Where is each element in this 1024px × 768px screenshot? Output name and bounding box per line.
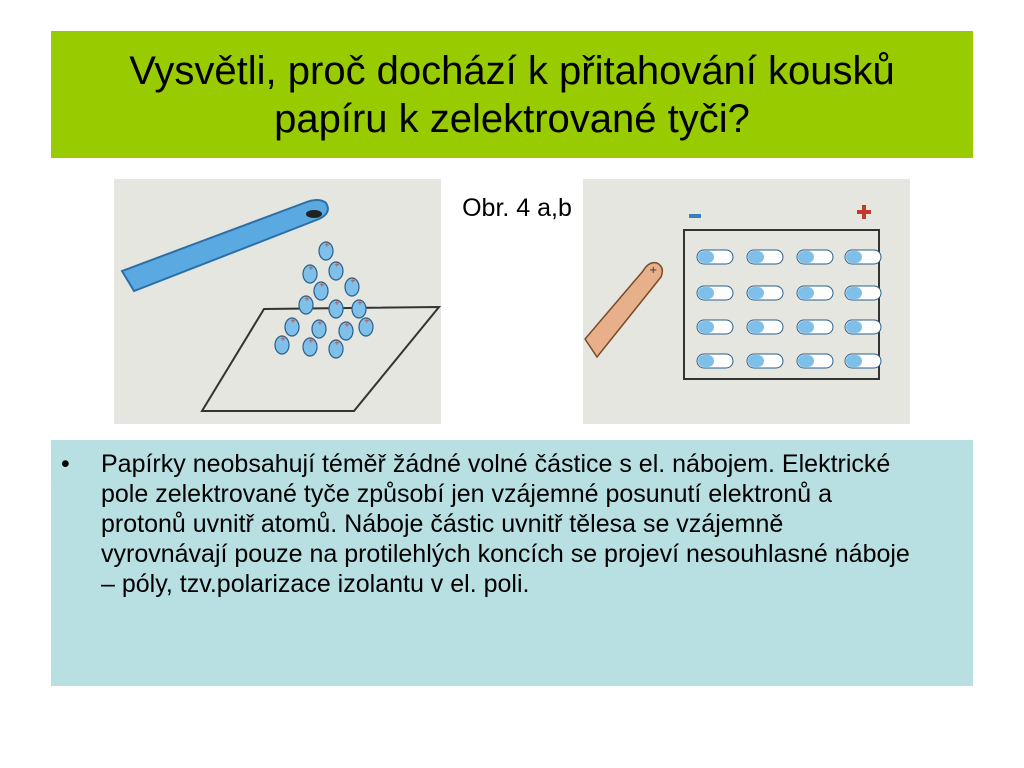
figure-caption: Obr. 4 a,b — [462, 194, 572, 222]
rod-plus-sign: + — [649, 265, 658, 276]
svg-text:+: + — [334, 299, 340, 307]
svg-text:+: + — [280, 335, 286, 343]
svg-text:+: + — [324, 241, 330, 249]
explanation-box — [51, 440, 973, 686]
bullet-text: Papírky neobsahují téměř žádné volné částice s el. nábojem. Elektrické pole zelektrované tyče způsobí jen vzájemné posunutí elektronů a protonů uvnitř atomů. Náboje částic uvnitř tělesa se vzájemně vyrovnávají pouze na protilehlých koncích se projeví nesouhlasné náboje – póly, tzv.polarizace izolantu v el. poli. — [101, 450, 910, 598]
svg-text:+: + — [319, 281, 325, 289]
svg-text:+: + — [290, 317, 296, 325]
bullet-marker: • — [61, 450, 70, 478]
figure-b-image — [583, 179, 910, 424]
slide-title: Vysvětli, proč dochází k přitahování kousků papíru k zelektrované tyči? — [129, 48, 895, 141]
svg-text:+: + — [308, 337, 314, 345]
svg-text:+: + — [308, 264, 314, 272]
title-banner — [51, 31, 973, 158]
minus-pole-marker — [689, 214, 701, 218]
svg-text:+: + — [304, 295, 310, 303]
svg-text:+: + — [344, 321, 350, 329]
svg-text:+: + — [364, 317, 370, 325]
svg-text:+: + — [334, 261, 340, 269]
figure-a-image — [114, 179, 441, 424]
svg-text:+: + — [334, 339, 340, 347]
svg-text:+: + — [317, 319, 323, 327]
svg-text:+: + — [350, 277, 356, 285]
bullet-item — [61, 449, 913, 599]
svg-text:+: + — [357, 299, 363, 307]
